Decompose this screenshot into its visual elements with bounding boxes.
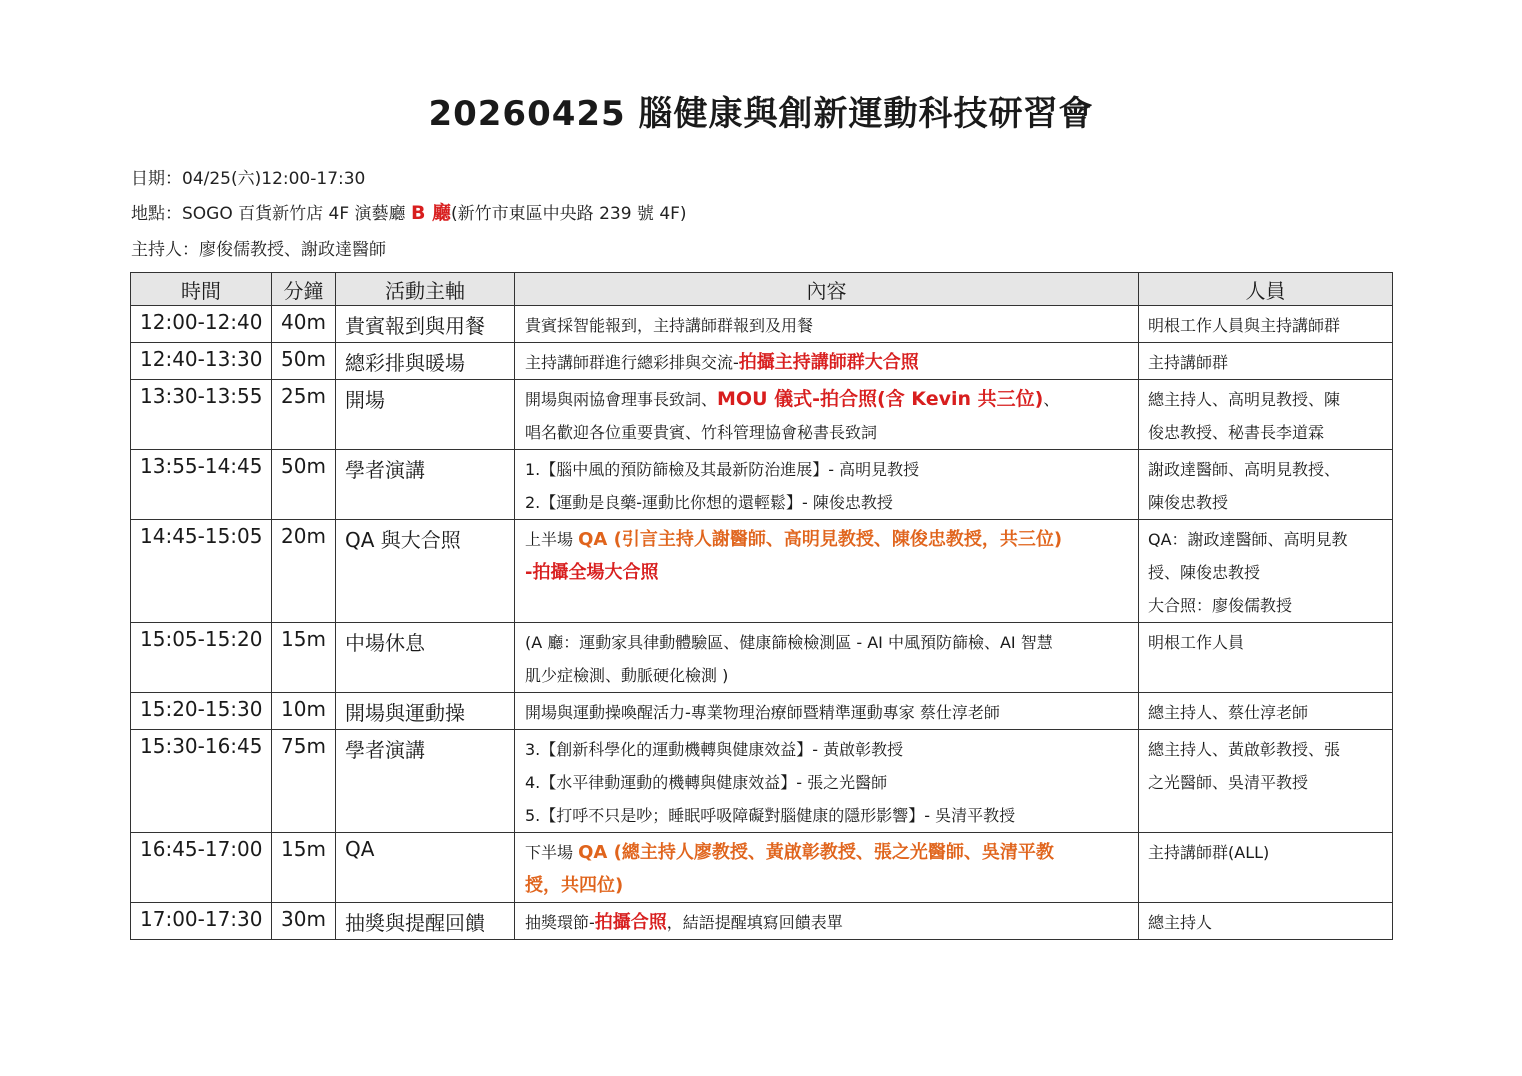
cell-minutes: 50m bbox=[272, 450, 336, 520]
table-row bbox=[131, 343, 1393, 380]
cell-time: 17:00-17:30 bbox=[131, 903, 272, 940]
people-line: 大合照：廖俊儒教授 bbox=[1148, 596, 1293, 615]
table-row bbox=[131, 903, 1393, 940]
content-line bbox=[525, 836, 1130, 869]
cell-activity: 開場 bbox=[336, 380, 515, 450]
cell-minutes: 40m bbox=[272, 306, 336, 343]
people-line: 授、陳俊忠教授 bbox=[1148, 563, 1261, 582]
cell-time: 13:30-13:55 bbox=[131, 380, 272, 450]
content-text: 抽獎環節- bbox=[525, 913, 595, 932]
cell-people bbox=[1139, 380, 1393, 450]
cell-minutes: 15m bbox=[272, 833, 336, 903]
cell-activity: QA 與大合照 bbox=[336, 520, 515, 623]
venue-prefix: 地點：SOGO 百貨新竹店 4F 演藝廳 bbox=[131, 204, 411, 224]
header-content: 內容 bbox=[515, 273, 1139, 306]
cell-people: 主持講師群 bbox=[1139, 343, 1393, 380]
schedule-table bbox=[130, 272, 1393, 940]
table-row bbox=[131, 730, 1393, 833]
header-people: 人員 bbox=[1139, 273, 1393, 306]
cell-content bbox=[515, 343, 1139, 380]
content-highlight: 拍攝合照 bbox=[594, 912, 667, 933]
cell-activity: 總彩排與暖場 bbox=[336, 343, 515, 380]
table-row bbox=[131, 306, 1393, 343]
cell-time: 15:05-15:20 bbox=[131, 623, 272, 693]
content-line: 1.【腦中風的預防篩檢及其最新防治進展】- 高明見教授 bbox=[525, 460, 920, 479]
cell-people bbox=[1139, 730, 1393, 833]
content-line: 4.【水平律動運動的機轉與健康效益】- 張之光醫師 bbox=[525, 773, 888, 792]
content-text: 主持講師群進行總彩排與交流- bbox=[525, 353, 739, 372]
content-text: 下半場 bbox=[525, 843, 579, 862]
cell-activity: QA bbox=[336, 833, 515, 903]
cell-content: 開場與運動操喚醒活力-專業物理治療師暨精準運動專家 蔡仕淳老師 bbox=[515, 693, 1139, 730]
table-row bbox=[131, 380, 1393, 450]
cell-minutes: 25m bbox=[272, 380, 336, 450]
cell-minutes: 15m bbox=[272, 623, 336, 693]
table-header-row bbox=[131, 273, 1393, 306]
content-line: 唱名歡迎各位重要貴賓、竹科管理協會秘書長致詞 bbox=[525, 423, 878, 442]
cell-content bbox=[515, 380, 1139, 450]
cell-content bbox=[515, 730, 1139, 833]
content-line bbox=[525, 383, 1130, 416]
cell-content bbox=[515, 520, 1139, 623]
content-line: 授，共四位) bbox=[525, 875, 624, 896]
venue-address: (新竹市東區中央路 239 號 4F) bbox=[451, 204, 687, 224]
cell-activity: 學者演講 bbox=[336, 450, 515, 520]
cell-activity: 學者演講 bbox=[336, 730, 515, 833]
content-line bbox=[525, 523, 1130, 556]
table-row bbox=[131, 693, 1393, 730]
content-text: 開場與兩協會理事長致詞、 bbox=[525, 390, 718, 409]
venue-hall: B 廳 bbox=[410, 202, 452, 224]
people-line: 俊忠教授、秘書長李道霖 bbox=[1148, 423, 1325, 442]
content-highlight: MOU 儀式-拍合照(含 Kevin 共三位) bbox=[717, 388, 1044, 410]
cell-activity: 中場休息 bbox=[336, 623, 515, 693]
table-row bbox=[131, 520, 1393, 623]
cell-people: 總主持人、蔡仕淳老師 bbox=[1139, 693, 1393, 730]
cell-minutes: 10m bbox=[272, 693, 336, 730]
header-minutes: 分鐘 bbox=[272, 273, 336, 306]
page-title: 20260425 腦健康與創新運動科技研習會 bbox=[428, 94, 1094, 134]
people-line: 總主持人、高明見教授、陳 bbox=[1148, 390, 1341, 409]
content-line: 5.【打呼不只是吵；睡眠呼吸障礙對腦健康的隱形影響】- 吳清平教授 bbox=[525, 806, 1016, 825]
content-line: -拍攝全場大合照 bbox=[525, 562, 659, 583]
table-row bbox=[131, 623, 1393, 693]
cell-content bbox=[515, 833, 1139, 903]
cell-content bbox=[515, 623, 1139, 693]
people-line: 陳俊忠教授 bbox=[1148, 493, 1229, 512]
content-text: 、 bbox=[1043, 390, 1060, 409]
cell-people: 總主持人 bbox=[1139, 903, 1393, 940]
cell-people bbox=[1139, 520, 1393, 623]
content-text: 上半場 bbox=[525, 530, 579, 549]
table-row bbox=[131, 833, 1393, 903]
cell-time: 13:55-14:45 bbox=[131, 450, 272, 520]
cell-content bbox=[515, 903, 1139, 940]
content-highlight: QA (引言主持人謝醫師、高明見教授、陳俊忠教授，共三位) bbox=[578, 529, 1063, 550]
cell-time: 15:20-15:30 bbox=[131, 693, 272, 730]
people-line: 謝政達醫師、高明見教授、 bbox=[1148, 460, 1341, 479]
cell-content: 貴賓採智能報到，主持講師群報到及用餐 bbox=[515, 306, 1139, 343]
content-text: ，結語提醒填寫回饋表單 bbox=[666, 913, 843, 932]
cell-content bbox=[515, 450, 1139, 520]
cell-people: 主持講師群(ALL) bbox=[1139, 833, 1393, 903]
cell-time: 15:30-16:45 bbox=[131, 730, 272, 833]
content-line: (A 廳：運動家具律動體驗區、健康篩檢檢測區 - AI 中風預防篩檢、AI 智慧 bbox=[525, 633, 1053, 652]
cell-people: 明根工作人員與主持講師群 bbox=[1139, 306, 1393, 343]
header-activity: 活動主軸 bbox=[336, 273, 515, 306]
content-highlight: QA (總主持人廖教授、黃啟彰教授、張之光醫師、吳清平教 bbox=[578, 842, 1054, 863]
hosts-line: 主持人：廖俊儒教授、謝政達醫師 bbox=[131, 240, 386, 260]
people-line: QA：謝政達醫師、高明見教 bbox=[1148, 530, 1348, 549]
cell-people bbox=[1139, 450, 1393, 520]
content-highlight: 拍攝主持講師群大合照 bbox=[738, 352, 919, 373]
cell-time: 16:45-17:00 bbox=[131, 833, 272, 903]
venue-line bbox=[131, 198, 687, 225]
cell-minutes: 50m bbox=[272, 343, 336, 380]
table-row bbox=[131, 450, 1393, 520]
cell-activity: 抽獎與提醒回饋 bbox=[336, 903, 515, 940]
people-line: 總主持人、黃啟彰教授、張 bbox=[1148, 740, 1341, 759]
content-line: 2.【運動是良藥-運動比你想的還輕鬆】- 陳俊忠教授 bbox=[525, 493, 893, 512]
cell-time: 12:00-12:40 bbox=[131, 306, 272, 343]
cell-minutes: 30m bbox=[272, 903, 336, 940]
cell-minutes: 20m bbox=[272, 520, 336, 623]
cell-minutes: 75m bbox=[272, 730, 336, 833]
cell-activity: 開場與運動操 bbox=[336, 693, 515, 730]
header-time: 時間 bbox=[131, 273, 272, 306]
cell-time: 12:40-13:30 bbox=[131, 343, 272, 380]
content-line: 3.【創新科學化的運動機轉與健康效益】- 黃啟彰教授 bbox=[525, 740, 904, 759]
people-line: 之光醫師、吳清平教授 bbox=[1148, 773, 1309, 792]
cell-people: 明根工作人員 bbox=[1139, 623, 1393, 693]
cell-activity: 貴賓報到與用餐 bbox=[336, 306, 515, 343]
cell-time: 14:45-15:05 bbox=[131, 520, 272, 623]
content-line: 肌少症檢測、動脈硬化檢測 ) bbox=[525, 666, 729, 685]
date-line: 日期：04/25(六)12:00-17:30 bbox=[131, 169, 366, 189]
